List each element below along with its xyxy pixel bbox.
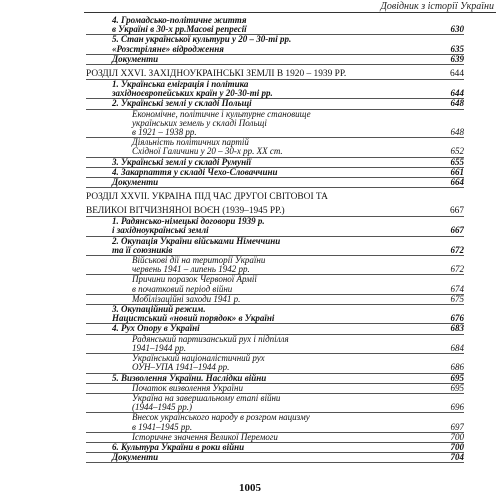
toc-section-heading[interactable] (86, 192, 464, 202)
toc-entry-title: (1944–1945 рр.) (132, 403, 192, 413)
toc-entry-title: в початковий період війни (132, 284, 233, 294)
running-header: Довідник з історії України (380, 1, 494, 12)
toc-entry[interactable] (86, 168, 464, 178)
toc-entry-page: 648 (450, 99, 464, 109)
toc-entry-page: 655 (450, 157, 464, 167)
toc-entry[interactable] (86, 178, 464, 188)
toc-entry-page: 664 (450, 178, 464, 188)
toc-entry[interactable] (86, 35, 464, 44)
toc-entry-page: 697 (450, 422, 464, 432)
toc-entry[interactable] (86, 305, 464, 314)
toc-entry-title: Економічне, політичне і культурне становище (132, 109, 311, 119)
toc-entry-page: 644 (449, 69, 464, 80)
toc-entry[interactable] (86, 45, 464, 55)
toc-entry-title: західноєвропейських країн у 20-30-ті рр. (112, 89, 273, 99)
toc-entry-title: 1. Українська еміграція і політика (112, 80, 249, 90)
toc-entry-page: 644 (450, 89, 464, 99)
toc-entry-page: 630 (450, 25, 464, 35)
toc-entry[interactable] (86, 147, 464, 157)
toc-entry-title: Східної Галичини у 20 – 30-х рр. ХХ ст. (132, 147, 283, 157)
toc-entry[interactable] (86, 99, 464, 109)
toc-entry-title: 5. Визволення України. Наслідки війни (112, 373, 267, 383)
toc-entry-title: Військові дії на території України (132, 256, 266, 266)
toc-entry-page: 696 (450, 403, 464, 413)
toc-entry[interactable] (86, 423, 464, 433)
toc-entry[interactable] (86, 246, 464, 256)
toc-entry-title: 4. Закарпаття у складі Чехо-Словаччини (112, 167, 278, 177)
toc-entry-title: Діяльність політичних партій (132, 138, 249, 148)
toc-entry-title: «Розстріляне» відродження (112, 44, 224, 54)
toc-entry-page: 635 (450, 44, 464, 54)
toc-entry-title: 2. Українські землі у складі Польщі (112, 99, 252, 109)
toc-entry-title: червень 1941 – липень 1942 рр. (132, 265, 250, 275)
toc-entry-title: Початок визволення України (132, 383, 244, 393)
toc-entry-title: 6. Культура України в роки війни (112, 442, 245, 452)
toc-entry-page: 695 (450, 373, 464, 383)
toc-entry-page: 684 (450, 343, 464, 353)
toc-entry[interactable] (86, 413, 464, 422)
toc-section-heading[interactable] (86, 206, 464, 217)
toc-entry-title: 3. Окупаційний режим. (112, 305, 206, 315)
toc-entry[interactable] (86, 324, 464, 334)
toc-entry-title: Документи (112, 453, 159, 463)
toc-entry-page: 672 (450, 245, 464, 255)
toc-entry-page: 667 (450, 226, 464, 236)
toc-entry[interactable] (86, 335, 464, 344)
toc-entry[interactable] (86, 55, 464, 65)
toc-entry[interactable] (86, 256, 464, 265)
toc-entry-title: Мобілізаційні заходи 1941 р. (132, 294, 241, 304)
toc-entry-page: 700 (450, 432, 464, 442)
toc-entry-title: РОЗДІЛ XXVI. ЗАХІДНОУКРАЇНСЬКІ ЗЕМЛІ В 1920 – 1939 РР. (86, 69, 347, 80)
toc-entry[interactable] (86, 275, 464, 284)
toc-entry-title: Внесок українського народу в розгром нацизму (132, 413, 310, 423)
toc-entry-title: ВЕЛИКОЇ ВІТЧИЗНЯНОЇ ВОЄН (1939–1945 РР.) (86, 206, 285, 217)
toc-entry[interactable] (86, 384, 464, 394)
toc-entry-page: 704 (450, 453, 464, 463)
toc-entry-title: в Україні в 30-х рр.Масові репресії (112, 25, 247, 35)
toc-entry-page: 661 (450, 167, 464, 177)
toc-entry-title: ОУН–УПА 1941–1944 рр. (132, 363, 230, 373)
toc-entry-page: 700 (450, 442, 464, 452)
toc-entry-title: Причини поразок Червоної Армії (132, 275, 257, 285)
toc-entry-page: 648 (450, 128, 464, 138)
toc-entry-title: Документи (112, 178, 159, 188)
toc-entry[interactable] (86, 80, 464, 89)
toc-entry[interactable] (86, 453, 464, 463)
toc-entry[interactable] (86, 443, 464, 453)
toc-entry[interactable] (86, 314, 464, 324)
toc-entry[interactable] (86, 265, 464, 275)
toc-entry-page: 686 (450, 363, 464, 373)
toc-entry-page: 639 (450, 54, 464, 64)
toc-entry[interactable] (86, 119, 464, 128)
toc-entry[interactable] (86, 363, 464, 373)
toc-entry-title: Документи (112, 54, 159, 64)
toc-entry[interactable] (86, 394, 464, 403)
toc-entry[interactable] (86, 237, 464, 246)
toc-entry-title: Нацистський «новий порядок» в Україні (112, 314, 275, 324)
toc-entry[interactable] (86, 374, 464, 384)
toc-entry[interactable] (86, 158, 464, 168)
toc-entry-title: 4. Рух Опору в Україні (112, 324, 200, 334)
toc-entry-title: Український націоналістичний рух (132, 354, 265, 364)
toc-entry-title: 2. Окупація України військами Німеччини (112, 236, 281, 246)
toc-entry-title: і західноукраїнські землі (112, 226, 209, 236)
toc-entry-title: 1941–1944 рр. (132, 343, 186, 353)
toc-entry[interactable] (86, 295, 464, 305)
toc-entry-page: 683 (450, 324, 464, 334)
toc-entry-page: 652 (450, 147, 464, 157)
toc-entry[interactable] (86, 226, 464, 236)
toc-entry-title: Україна на завершальному етапі війни (132, 393, 281, 403)
toc-entry-page: 695 (450, 383, 464, 393)
toc-entry-page: 667 (449, 206, 464, 217)
toc-entry[interactable] (86, 344, 464, 354)
toc-entry-title: Радянський партизанський рух і підпілля (132, 334, 289, 344)
toc-entry-title: в 1941–1945 рр. (132, 422, 193, 432)
toc-entry[interactable] (86, 128, 464, 138)
toc-entry-page: 675 (450, 294, 464, 304)
toc-entry[interactable] (86, 16, 464, 25)
toc-entry[interactable] (86, 89, 464, 99)
toc-entry[interactable] (86, 138, 464, 147)
toc-entry-title: та її союзників (112, 245, 173, 255)
toc-entry[interactable] (86, 403, 464, 413)
toc-entry[interactable] (86, 25, 464, 35)
toc-entry[interactable] (86, 285, 464, 295)
toc-entry[interactable] (86, 217, 464, 226)
page-number: 1005 (239, 482, 261, 494)
toc-section-heading[interactable] (86, 69, 464, 80)
toc-entry-title: українських земель у складі Польщі (132, 118, 267, 128)
toc-entry-title: 1. Радянсько-німецькі договори 1939 р. (112, 217, 265, 227)
toc-entry-title: 4. Громадсько-політичне життя (112, 16, 247, 25)
toc-entry-title: в 1921 – 1938 рр. (132, 128, 197, 138)
toc-entry-page: 674 (450, 284, 464, 294)
toc-entry-title: Історичне значення Великої Перемоги (132, 432, 278, 442)
toc-entry[interactable] (86, 110, 464, 119)
toc-entry-page: 672 (450, 265, 464, 275)
toc-entry-title: РОЗДІЛ XXVII. УКРАЇНА ПІД ЧАС ДРУГОЇ СВІТОВОЇ ТА (86, 192, 328, 203)
header-rule (84, 12, 496, 13)
table-of-contents (86, 16, 464, 463)
toc-entry-page: 676 (450, 314, 464, 324)
toc-entry[interactable] (86, 433, 464, 443)
toc-entry-title: 3. Українські землі у складі Румунії (112, 157, 252, 167)
toc-entry-title: 5. Стан української культури у 20 – 30-ті рр. (112, 35, 292, 45)
toc-entry[interactable] (86, 354, 464, 363)
